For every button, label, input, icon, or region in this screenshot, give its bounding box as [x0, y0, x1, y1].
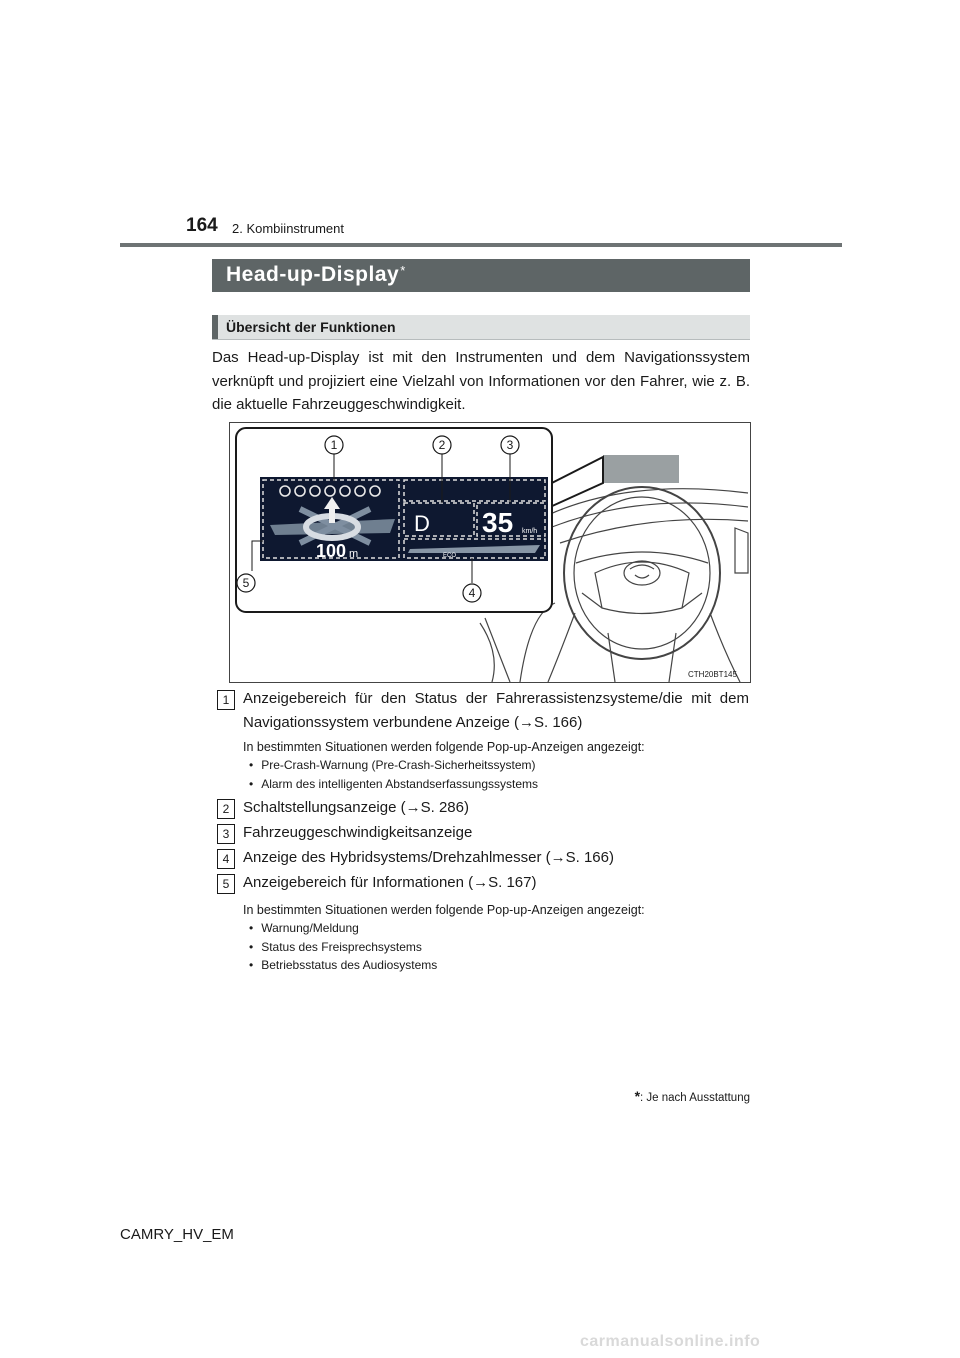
footnote-asterisk-icon: *	[634, 1088, 641, 1104]
item-5-bullets	[249, 919, 437, 975]
callout-1: 1	[330, 438, 338, 452]
callout-5: 5	[242, 576, 250, 590]
section-banner	[212, 259, 750, 292]
asterisk-icon: *	[400, 263, 406, 278]
figure-code: CTH20BT145	[688, 670, 737, 679]
intro-paragraph: Das Head-up-Display ist mit den Instrumenten und dem Navigationssystem verknüpft und projiziert eine Vielzahl von Informationen vor den Fahrer, wie z. B. die aktuelle Fahrzeuggeschwindigkeit.	[212, 349, 750, 413]
list-item: • Pre-Crash-Warnung (Pre-Crash-Sicherheitssystem)	[249, 756, 538, 775]
hud-illustration	[230, 423, 750, 682]
item-3-text: Fahrzeuggeschwindigkeitsanzeige	[243, 824, 473, 841]
chapter-title: 2. Kombiinstrument	[232, 221, 344, 236]
model-code: CAMRY_HV_EM	[120, 1226, 234, 1243]
item-number-3: 3	[217, 824, 235, 844]
list-item: • Betriebsstatus des Audiosystems	[249, 956, 437, 975]
list-item: • Alarm des intelligenten Abstandserfassungssystems	[249, 775, 538, 794]
page-number: 164	[186, 215, 218, 236]
item-5-note: In bestimmten Situationen werden folgende Pop-up-Anzeigen angezeigt:	[243, 903, 645, 917]
hud-distance: 100	[316, 541, 347, 561]
watermark: carmanualsonline.info	[580, 1333, 761, 1350]
footnote-text: : Je nach Ausstattung	[640, 1092, 750, 1104]
list-item: • Status des Freisprechsystems	[249, 938, 437, 957]
item-number-5: 5	[217, 874, 235, 894]
header-rule	[120, 243, 842, 247]
section-title	[226, 263, 406, 287]
hud-projection-area	[603, 455, 679, 483]
item-number-4: 4	[217, 849, 235, 869]
hud-distance-unit: m	[349, 548, 359, 560]
item-1-bullets	[249, 756, 538, 793]
hud-speed: 35	[482, 507, 514, 538]
callout-4: 4	[468, 586, 476, 600]
hud-figure	[229, 422, 751, 683]
list-item: • Warnung/Meldung	[249, 919, 437, 938]
hud-speed-unit: km/h	[522, 528, 538, 535]
item-1-text: Anzeigebereich für den Status der Fahrerassistenzsysteme/die mit dem Navigationssystem verbundene Anzeige (→S. 166)	[243, 690, 749, 731]
hud-gear: D	[414, 511, 430, 536]
item-2-text: Schaltstellungsanzeige (→S. 286)	[243, 799, 469, 816]
section-title-text: Head-up-Display	[226, 263, 400, 286]
subsection-title: Übersicht der Funktionen	[226, 319, 396, 335]
item-number-2: 2	[217, 799, 235, 819]
callout-3: 3	[506, 438, 514, 452]
item-5-text: Anzeigebereich für Informationen (→S. 167)	[243, 874, 537, 891]
subsection-banner	[212, 315, 750, 340]
subsection-stripe	[212, 315, 218, 339]
callout-2: 2	[438, 438, 446, 452]
item-number-1: 1	[217, 690, 235, 710]
item-1-note: In bestimmten Situationen werden folgende Pop-up-Anzeigen angezeigt:	[243, 740, 645, 754]
item-4-text: Anzeige des Hybridsystems/Drehzahlmesser (→S. 166)	[243, 849, 614, 866]
footnote	[560, 1088, 750, 1104]
hud-eco: ECO	[443, 553, 457, 559]
